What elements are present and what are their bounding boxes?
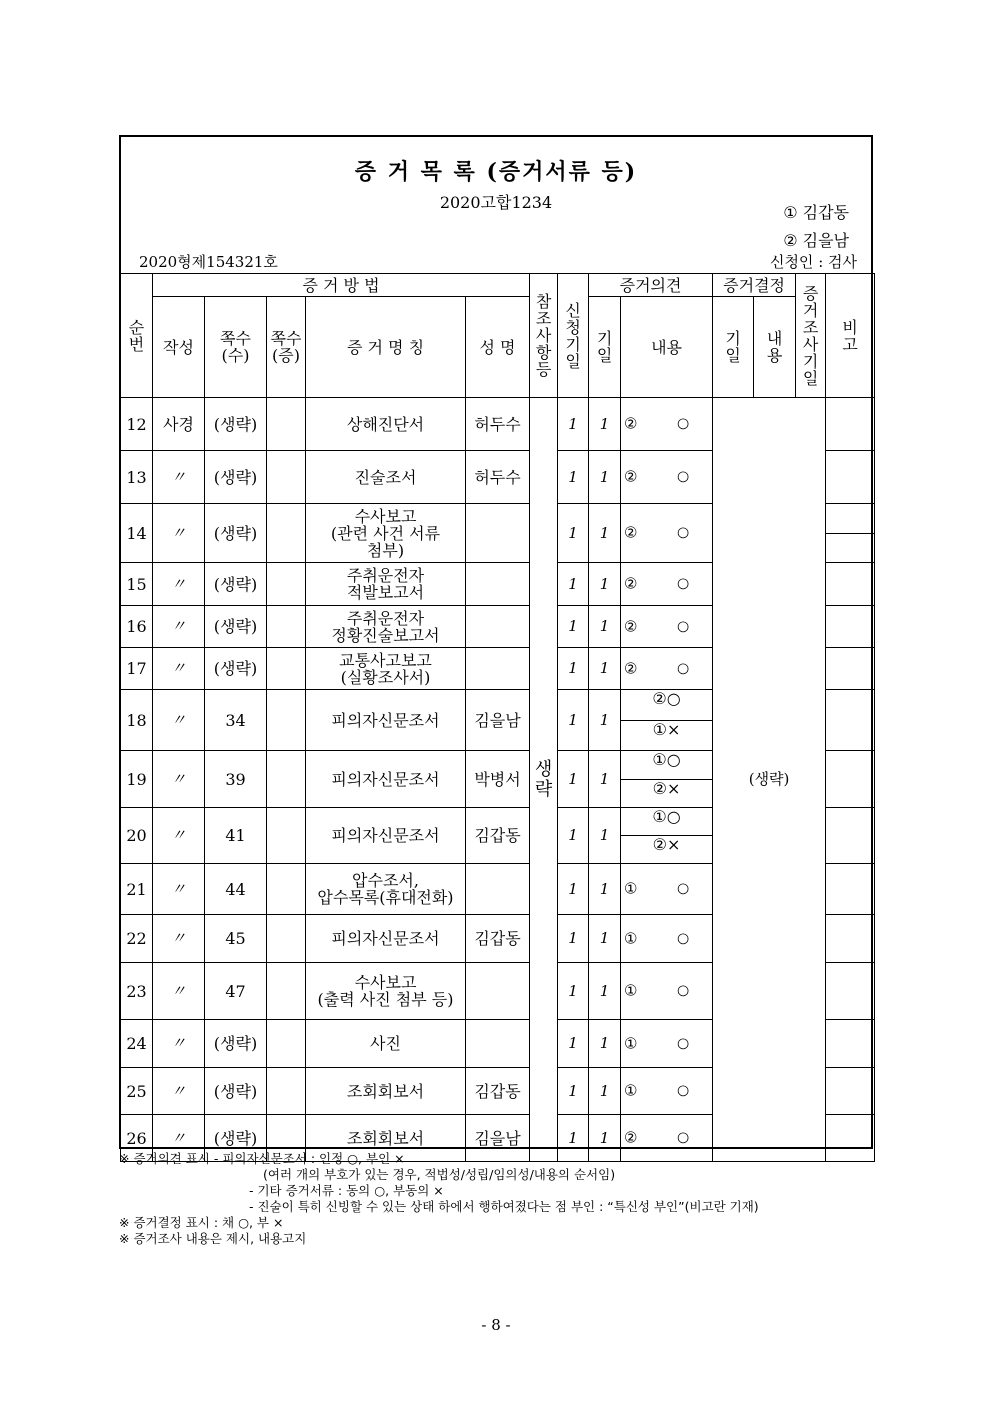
remarks-split (826, 504, 874, 562)
opinion-party: ② (624, 659, 638, 677)
row-page-jeung (267, 751, 306, 808)
row-person: 김갑동 (466, 808, 530, 864)
row-opinion-date: 1 (589, 808, 621, 864)
row-request-date: 1 (558, 864, 589, 915)
col-person-name: 성 명 (466, 297, 530, 398)
opinion-stack (621, 751, 712, 807)
registration-number: 2020형제154321호 (139, 253, 278, 271)
row-opinion-date: 1 (589, 1020, 621, 1068)
row-opinion-content (621, 808, 713, 864)
row-opinion-date: 1 (589, 606, 621, 648)
opinion-stack (621, 690, 712, 750)
opinion-party: ① (652, 807, 667, 826)
row-remarks[interactable] (826, 915, 875, 963)
opinion-entry (621, 504, 712, 562)
opinion-symbol: ○ (677, 982, 690, 999)
reference-merged: 생 략 (530, 398, 558, 1162)
opinion-symbol: ○ (677, 1035, 690, 1051)
opinion-entry (621, 780, 712, 808)
col-decision-date: 기 일 (713, 297, 754, 398)
note-order: (여러 개의 부호가 있는 경우, 적법성/성립/임의성/내용의 순서임) (263, 1167, 616, 1182)
row-author: 〃 (153, 606, 205, 648)
opinion-entry (621, 398, 712, 450)
row-page-jeung (267, 648, 306, 690)
row-remarks[interactable] (826, 1068, 875, 1115)
row-opinion-date: 1 (589, 451, 621, 504)
row-person: 김갑동 (466, 1068, 530, 1115)
row-author: 〃 (153, 648, 205, 690)
row-author: 〃 (153, 504, 205, 563)
row-person (466, 1020, 530, 1068)
row-remarks[interactable] (826, 398, 875, 451)
opinion-symbol: ○ (666, 807, 681, 826)
opinion-entry (621, 963, 712, 1019)
opinion-symbol: ○ (677, 415, 690, 432)
opinion-party: ① (624, 879, 638, 898)
row-opinion-content (621, 690, 713, 751)
row-request-date: 1 (558, 963, 589, 1020)
row-person (466, 563, 530, 606)
row-page-su: (생략) (205, 563, 267, 606)
row-person: 김갑동 (466, 915, 530, 963)
row-request-date: 1 (558, 1068, 589, 1115)
row-number: 14 (121, 504, 153, 563)
row-number: 25 (121, 1068, 153, 1115)
row-number: 19 (121, 751, 153, 808)
opinion-symbol: ○ (677, 468, 690, 485)
row-number: 24 (121, 1020, 153, 1068)
row-opinion-date: 1 (589, 751, 621, 808)
row-page-su: (생략) (205, 504, 267, 563)
row-evidence-name: 피의자신문조서 (306, 808, 466, 864)
opinion-symbol: ○ (666, 750, 681, 769)
row-person: 박병서 (466, 751, 530, 808)
col-decision-content: 내 용 (754, 297, 796, 398)
row-page-jeung (267, 504, 306, 563)
opinion-entry (621, 836, 712, 863)
note-credibility: - 진술이 특히 신빙할 수 있는 상태 하에서 행하여졌다는 점 부인 : “특신성 부인”(비고란 기재) (249, 1199, 759, 1214)
row-person (466, 864, 530, 915)
opinion-party: ① (624, 929, 638, 947)
row-page-jeung (267, 808, 306, 864)
row-evidence-name: 수사보고 (관련 사건 서류 첨부) (306, 504, 466, 563)
row-page-su: (생략) (205, 1068, 267, 1115)
opinion-party: ② (624, 617, 638, 635)
col-request-date: 신 청 기 일 (558, 274, 589, 398)
row-opinion-content (621, 1068, 713, 1115)
remarks-part[interactable] (826, 504, 874, 534)
row-opinion-date: 1 (589, 398, 621, 451)
col-method-group: 증 거 방 법 (153, 274, 530, 297)
row-opinion-date: 1 (589, 963, 621, 1020)
row-page-jeung (267, 606, 306, 648)
row-evidence-name: 교통사고보고 (실황조사서) (306, 648, 466, 690)
row-evidence-name: 진술조서 (306, 451, 466, 504)
row-person: 김을남 (466, 690, 530, 751)
opinion-party: ① (652, 719, 668, 739)
row-remarks[interactable] (826, 808, 875, 864)
row-opinion-date: 1 (589, 690, 621, 751)
row-author: 〃 (153, 963, 205, 1020)
opinion-entry (621, 606, 712, 647)
row-opinion-content (621, 915, 713, 963)
row-opinion-date: 1 (589, 1068, 621, 1115)
row-author: 〃 (153, 451, 205, 504)
opinion-party: ① (652, 750, 667, 769)
row-remarks[interactable] (826, 451, 875, 504)
row-request-date: 1 (558, 398, 589, 451)
row-request-date: 1 (558, 751, 589, 808)
opinion-entry (621, 864, 712, 914)
row-page-su: 34 (205, 690, 267, 751)
opinion-symbol: ○ (677, 1082, 690, 1099)
opinion-party: ① (624, 981, 638, 1000)
row-request-date: 1 (558, 504, 589, 563)
case-number: 2020고합1234 (439, 193, 553, 212)
row-evidence-name: 피의자신문조서 (306, 751, 466, 808)
opinion-symbol: ○ (677, 618, 690, 634)
row-number: 15 (121, 563, 153, 606)
row-page-jeung (267, 963, 306, 1020)
row-page-su: 41 (205, 808, 267, 864)
row-page-su: 39 (205, 751, 267, 808)
row-request-date: 1 (558, 606, 589, 648)
row-author: 〃 (153, 751, 205, 808)
row-request-date: 1 (558, 915, 589, 963)
opinion-party: ② (624, 1128, 638, 1147)
opinion-entry (621, 690, 712, 721)
opinion-party: ② (624, 467, 638, 486)
row-request-date: 1 (558, 451, 589, 504)
row-page-jeung (267, 915, 306, 963)
defendant-list (783, 199, 849, 255)
row-page-jeung (267, 1020, 306, 1068)
opinion-party: ① (624, 1034, 638, 1052)
opinion-entry (621, 1020, 712, 1067)
col-page-su: 쪽수 (수) (205, 297, 267, 398)
row-request-date: 1 (558, 808, 589, 864)
note-decision: ※ 증거결정 표시 : 채 ○, 부 × (119, 1215, 284, 1230)
row-opinion-content (621, 963, 713, 1020)
col-opinion-content: 내용 (621, 297, 713, 398)
evidence-list-frame (119, 135, 873, 1149)
row-opinion-date: 1 (589, 1115, 621, 1162)
row-page-su: (생략) (205, 398, 267, 451)
row-number: 18 (121, 690, 153, 751)
row-opinion-content (621, 451, 713, 504)
opinion-symbol: ○ (677, 930, 690, 946)
opinion-symbol: ○ (677, 660, 690, 676)
row-opinion-date: 1 (589, 648, 621, 690)
row-page-su: (생략) (205, 1115, 267, 1162)
page-title: 증 거 목 록 (증거서류 등) (354, 159, 638, 185)
opinion-symbol: ○ (666, 689, 681, 708)
col-page-jeung: 쪽수 (증) (267, 297, 306, 398)
opinion-symbol: × (667, 719, 681, 739)
table-row (121, 398, 875, 451)
row-remarks[interactable] (826, 648, 875, 690)
row-author: 〃 (153, 1020, 205, 1068)
applicant: 신청인 : 검사 (769, 253, 857, 271)
row-opinion-content (621, 751, 713, 808)
row-number: 13 (121, 451, 153, 504)
row-person: 허두수 (466, 451, 530, 504)
row-evidence-name: 상해진단서 (306, 398, 466, 451)
decision-merged: (생략) (713, 398, 826, 1162)
row-opinion-content (621, 398, 713, 451)
col-decision-group: 증거결정 (713, 274, 796, 297)
row-number: 22 (121, 915, 153, 963)
opinion-entry (621, 915, 712, 962)
col-opinion-group: 증거의견 (589, 274, 713, 297)
row-evidence-name: 주취운전자 적발보고서 (306, 563, 466, 606)
opinion-party: ② (652, 835, 668, 854)
row-page-su: 44 (205, 864, 267, 915)
row-author: 〃 (153, 864, 205, 915)
row-page-jeung (267, 690, 306, 751)
row-author: 〃 (153, 1115, 205, 1162)
row-request-date: 1 (558, 648, 589, 690)
row-remarks[interactable] (826, 504, 875, 563)
row-remarks[interactable] (826, 1020, 875, 1068)
opinion-symbol: × (667, 778, 681, 798)
row-person: 허두수 (466, 398, 530, 451)
row-page-su: (생략) (205, 648, 267, 690)
row-page-jeung (267, 563, 306, 606)
row-person (466, 606, 530, 648)
row-number: 26 (121, 1115, 153, 1162)
row-number: 12 (121, 398, 153, 451)
row-request-date: 1 (558, 1020, 589, 1068)
row-person (466, 648, 530, 690)
defendant-2: ② 김을남 (783, 231, 849, 250)
row-evidence-name: 피의자신문조서 (306, 690, 466, 751)
row-number: 17 (121, 648, 153, 690)
row-page-jeung (267, 864, 306, 915)
row-page-su: 45 (205, 915, 267, 963)
opinion-party: ② (624, 523, 638, 542)
row-page-jeung (267, 1068, 306, 1115)
row-remarks[interactable] (826, 563, 875, 606)
row-page-su: (생략) (205, 1020, 267, 1068)
row-request-date: 1 (558, 690, 589, 751)
row-opinion-content (621, 864, 713, 915)
opinion-entry (621, 721, 712, 751)
row-opinion-date: 1 (589, 915, 621, 963)
opinion-party: ② (624, 574, 638, 593)
row-page-jeung (267, 398, 306, 451)
note-opinion: ※ 증거의견 표시 - 피의자신문조서 : 인정 ○, 부인 × (119, 1151, 405, 1166)
opinion-symbol: ○ (677, 880, 690, 897)
row-remarks[interactable] (826, 606, 875, 648)
opinion-symbol: ○ (677, 1129, 690, 1146)
footnotes (119, 1151, 759, 1247)
opinion-party: ② (652, 778, 668, 798)
row-opinion-content (621, 563, 713, 606)
opinion-entry (621, 563, 712, 605)
row-remarks[interactable] (826, 864, 875, 915)
col-evidence-name: 증 거 명 칭 (306, 297, 466, 398)
row-author: 〃 (153, 563, 205, 606)
row-opinion-content (621, 648, 713, 690)
row-page-su: 47 (205, 963, 267, 1020)
row-author: 〃 (153, 690, 205, 751)
opinion-party: ② (652, 689, 667, 708)
row-author: 〃 (153, 808, 205, 864)
row-opinion-date: 1 (589, 504, 621, 563)
row-number: 16 (121, 606, 153, 648)
row-remarks[interactable] (826, 963, 875, 1020)
page-number: - 8 - (481, 1316, 511, 1334)
opinion-symbol: ○ (677, 524, 690, 541)
row-number: 20 (121, 808, 153, 864)
opinion-entry (621, 1068, 712, 1114)
note-other-docs: - 기타 증거서류 : 동의 ○, 부동의 × (249, 1183, 444, 1198)
opinion-party: ① (624, 1081, 638, 1100)
opinion-symbol: ○ (677, 575, 690, 592)
col-order: 순 번 (121, 274, 153, 398)
note-examination: ※ 증거조사 내용은 제시, 내용고지 (119, 1231, 307, 1246)
opinion-party: ② (624, 414, 638, 433)
col-opinion-date: 기 일 (589, 297, 621, 398)
row-evidence-name: 압수조서, 압수목록(휴대전화) (306, 864, 466, 915)
row-evidence-name: 수사보고 (출력 사진 첨부 등) (306, 963, 466, 1020)
opinion-entry (621, 751, 712, 780)
col-author: 작성 (153, 297, 205, 398)
row-evidence-name: 사진 (306, 1020, 466, 1068)
evidence-table (120, 273, 875, 1162)
row-page-su: (생략) (205, 606, 267, 648)
row-author: 〃 (153, 1068, 205, 1115)
row-opinion-content (621, 1020, 713, 1068)
row-opinion-content (621, 606, 713, 648)
row-person (466, 963, 530, 1020)
row-person (466, 504, 530, 563)
row-evidence-name: 조회회보서 (306, 1068, 466, 1115)
row-number: 23 (121, 963, 153, 1020)
row-evidence-name: 피의자신문조서 (306, 915, 466, 963)
col-reference: 참 조 사 항 등 (530, 274, 558, 398)
row-request-date: 1 (558, 1115, 589, 1162)
row-opinion-date: 1 (589, 864, 621, 915)
row-evidence-name: 주취운전자 정황진술보고서 (306, 606, 466, 648)
col-remarks: 비 고 (826, 274, 875, 398)
opinion-entry (621, 808, 712, 836)
row-remarks[interactable] (826, 751, 875, 808)
row-number: 21 (121, 864, 153, 915)
opinion-stack (621, 808, 712, 863)
remarks-part[interactable] (826, 534, 874, 563)
row-opinion-date: 1 (589, 563, 621, 606)
row-remarks[interactable] (826, 690, 875, 751)
row-page-jeung (267, 451, 306, 504)
col-exam-date: 증 거 조 사 기 일 (796, 274, 826, 398)
row-remarks[interactable] (826, 1115, 875, 1162)
defendant-1: ① 김갑동 (783, 203, 849, 222)
opinion-entry (621, 451, 712, 503)
opinion-entry (621, 648, 712, 689)
row-request-date: 1 (558, 563, 589, 606)
opinion-symbol: × (667, 835, 681, 854)
row-opinion-content (621, 504, 713, 563)
row-author: 〃 (153, 915, 205, 963)
row-evidence-name: 조회회보서 (306, 1115, 466, 1162)
row-author: 사경 (153, 398, 205, 451)
row-page-su: (생략) (205, 451, 267, 504)
row-person: 김을남 (466, 1115, 530, 1162)
